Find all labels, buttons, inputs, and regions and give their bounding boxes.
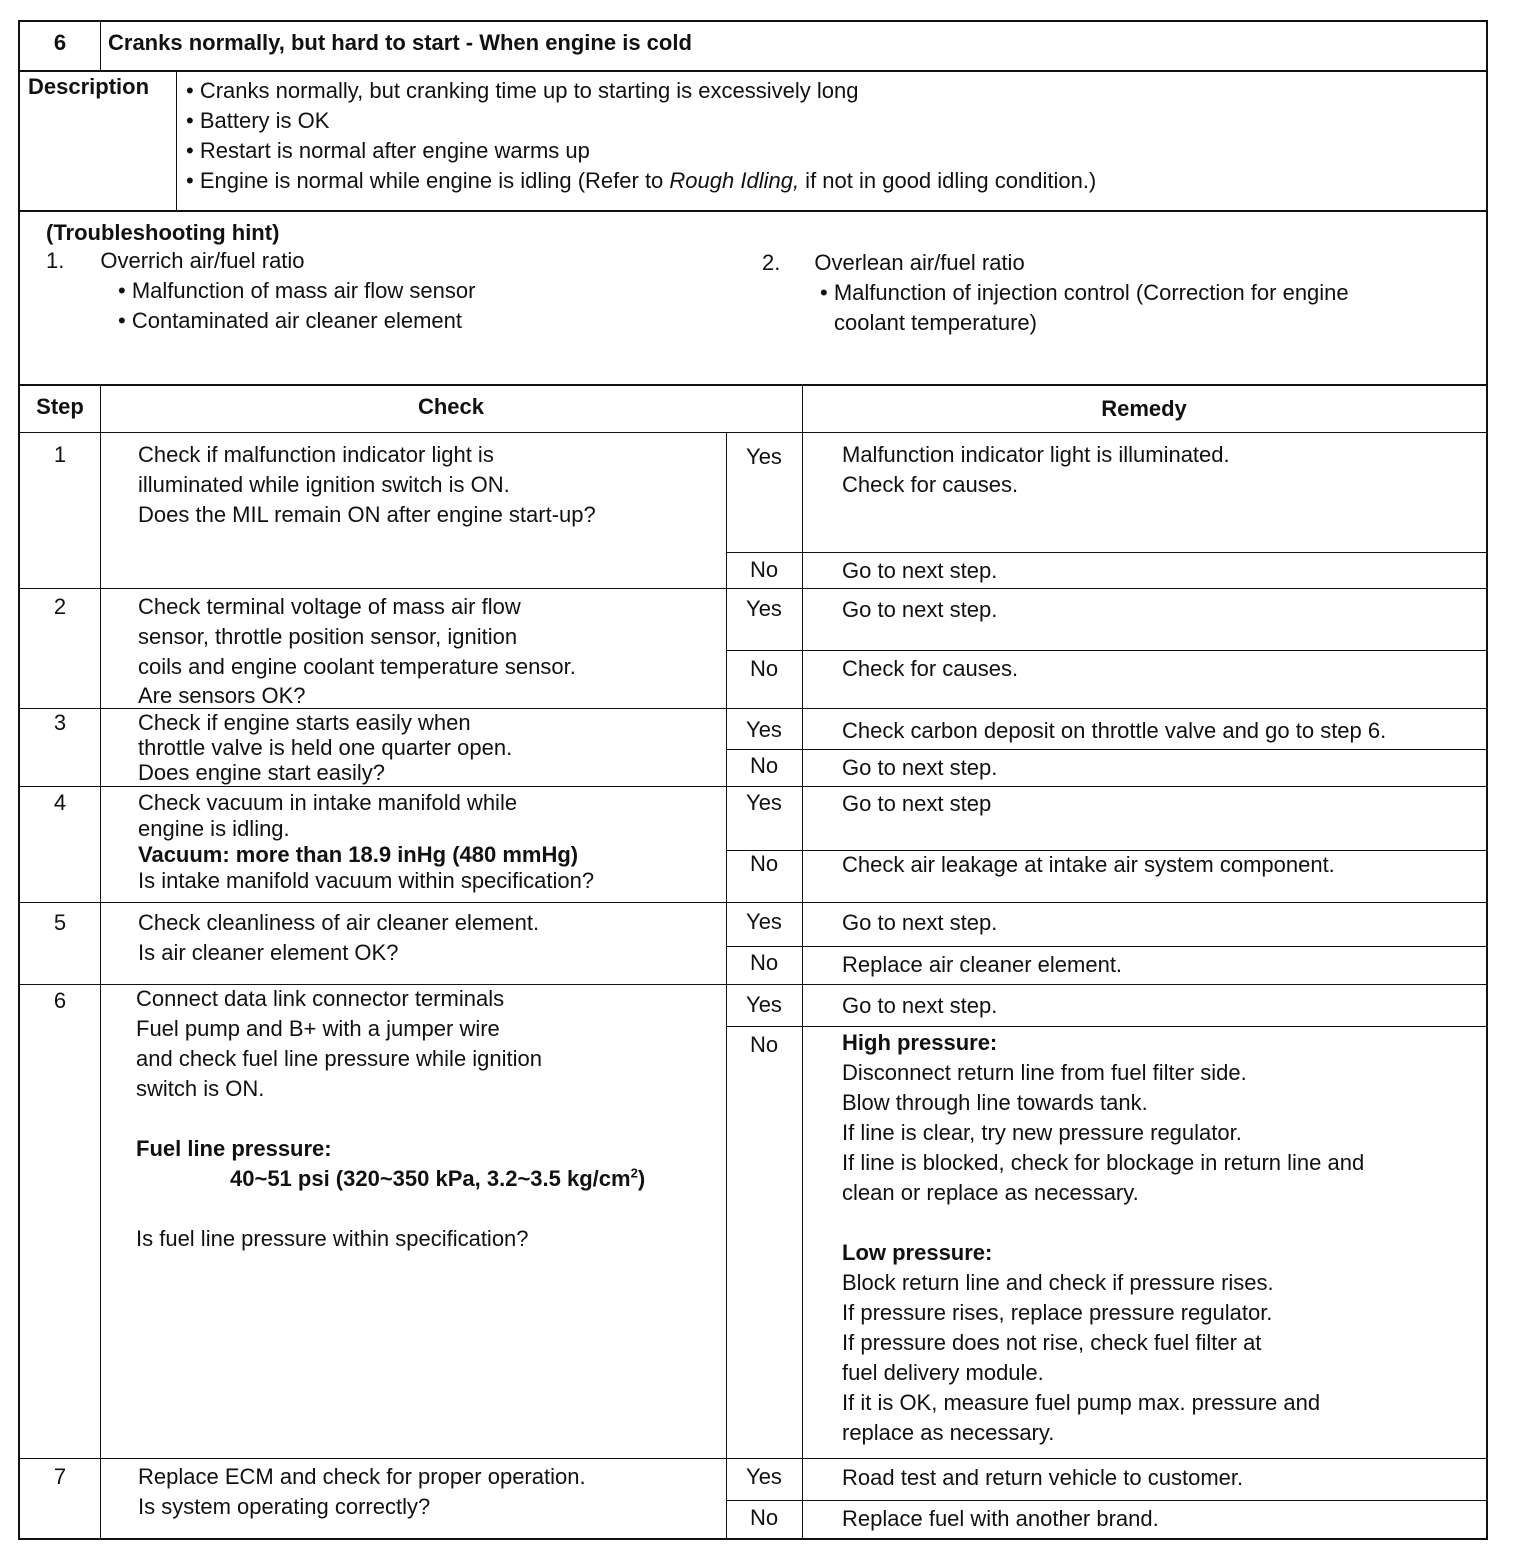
remedy-line: clean or replace as necessary. [842, 1180, 1139, 1205]
check-line: illuminated while ignition switch is ON. [138, 472, 510, 497]
remedy-line: If line is blocked, check for blockage in return line and [842, 1150, 1365, 1175]
check-question: Is fuel line pressure within specification? [136, 1226, 529, 1251]
description-item: • Battery is OK [186, 106, 1096, 136]
check-line: Does engine start easily? [138, 760, 386, 785]
description-text: if not in good idling condition.) [799, 168, 1097, 193]
step-number: 4 [53, 790, 67, 815]
step-number: 2 [53, 594, 67, 619]
description-item: • Restart is normal after engine warms up [186, 136, 1096, 166]
low-pressure-title: Low pressure: [842, 1240, 993, 1265]
remedy-line: Go to next step. [842, 993, 998, 1018]
check-line: sensor, throttle position sensor, ignition [138, 624, 518, 649]
divider [726, 946, 1486, 947]
remedy-line: Blow through line towards tank. [842, 1090, 1148, 1115]
yes-label: Yes [746, 444, 782, 469]
hint-item: • Contaminated air cleaner element [46, 306, 475, 336]
remedy-line: Malfunction indicator light is illuminated. [842, 442, 1230, 467]
check-line: Is air cleaner element OK? [138, 940, 399, 965]
remedy-line: Replace fuel with another brand. [842, 1506, 1159, 1531]
remedy-line: If line is clear, try new pressure regulator. [842, 1120, 1242, 1145]
remedy-line: Go to next step. [842, 910, 998, 935]
divider [100, 22, 101, 70]
divider [20, 70, 1486, 72]
divider [20, 384, 1486, 386]
yes-label: Yes [746, 717, 782, 742]
no-label: No [749, 1505, 779, 1530]
divider [176, 70, 177, 210]
description-item: • Cranks normally, but cranking time up to starting is excessively long [186, 76, 1096, 106]
no-label: No [749, 656, 779, 681]
divider [726, 1500, 1486, 1501]
yes-label: Yes [746, 596, 782, 621]
symptom-title: Cranks normally, but hard to start - When engine is cold [108, 30, 692, 55]
step-6-no-remedy [842, 1028, 1364, 1448]
remedy-line: Check for causes. [842, 472, 1019, 497]
vacuum-spec: Vacuum: more than 18.9 inHg (480 mmHg) [138, 842, 579, 867]
divider [726, 552, 1486, 553]
hint-item-continued: coolant temperature) [834, 310, 1037, 335]
check-line: Fuel pump and B+ with a jumper wire [136, 1016, 500, 1041]
remedy-line: Disconnect return line from fuel filter side. [842, 1060, 1247, 1085]
hint-cause-title: Overlean air/fuel ratio [814, 250, 1025, 275]
hint-item: • Malfunction of mass air flow sensor [46, 276, 475, 306]
check-line: switch is ON. [136, 1076, 265, 1101]
step-2-check [138, 592, 576, 710]
step-header: Step [36, 394, 84, 419]
rough-idling-reference: Rough Idling, [669, 168, 800, 193]
divider [20, 210, 1486, 212]
no-label: No [749, 753, 779, 778]
step-number: 7 [53, 1464, 67, 1489]
description-item [186, 166, 1096, 196]
no-label: No [749, 851, 779, 876]
symptom-number: 6 [53, 30, 67, 55]
hint-title: (Troubleshooting hint) [46, 220, 280, 245]
hint-number: 1. [46, 248, 65, 273]
check-line: Is system operating correctly? [138, 1494, 431, 1519]
check-line: Replace ECM and check for proper operation. [138, 1464, 586, 1489]
remedy-line: Check air leakage at intake air system component. [842, 852, 1335, 877]
no-label: No [749, 1032, 779, 1057]
spec-superscript: 2 [630, 1165, 638, 1181]
check-line: Connect data link connector terminals [136, 986, 505, 1011]
divider [20, 786, 1486, 787]
check-line: coils and engine coolant temperature sensor. [138, 654, 576, 679]
description-list [186, 76, 1096, 196]
check-line: Check cleanliness of air cleaner element. [138, 910, 540, 935]
hint-cause-title: Overrich air/fuel ratio [100, 248, 305, 273]
remedy-line: If it is OK, measure fuel pump max. pressure and [842, 1390, 1321, 1415]
step-1-check [138, 440, 596, 530]
hint-cause-1 [46, 246, 475, 336]
step-6-check [136, 984, 645, 1254]
yes-label: Yes [746, 1464, 782, 1489]
step-5-check [138, 908, 539, 968]
hint-item: • Malfunction of injection control (Correction for engine [762, 278, 1349, 308]
hint-cause-2 [762, 248, 1349, 338]
divider [802, 384, 803, 1540]
spec-value-text: 40~51 psi (320~350 kPa, 3.2~3.5 kg/cm [230, 1166, 631, 1191]
step-3-check [138, 710, 512, 785]
check-line: Check terminal voltage of mass air flow [138, 594, 521, 619]
divider [20, 588, 1486, 589]
step-number: 5 [53, 910, 67, 935]
divider [20, 902, 1486, 903]
remedy-line: Block return line and check if pressure rises. [842, 1270, 1274, 1295]
check-line: Check if engine starts easily when [138, 710, 471, 735]
divider [20, 432, 1486, 433]
remedy-line: Go to next step [842, 791, 992, 816]
step-number: 1 [53, 442, 67, 467]
check-line: throttle valve is held one quarter open. [138, 735, 513, 760]
step-1-yes-remedy [842, 440, 1230, 500]
remedy-line: fuel delivery module. [842, 1360, 1044, 1385]
fuel-pressure-spec-value [136, 1164, 645, 1194]
step-7-check [138, 1462, 586, 1522]
divider [20, 1458, 1486, 1459]
divider [726, 1026, 1486, 1027]
high-pressure-title: High pressure: [842, 1030, 998, 1055]
remedy-line: Go to next step. [842, 755, 998, 780]
check-header: Check [417, 394, 485, 419]
remedy-line: Go to next step. [842, 558, 998, 583]
remedy-header: Remedy [1101, 396, 1187, 421]
remedy-line: If pressure rises, replace pressure regulator. [842, 1300, 1273, 1325]
check-line: Does the MIL remain ON after engine start-up? [138, 502, 596, 527]
troubleshooting-sheet [18, 20, 1488, 1540]
step-number: 6 [53, 988, 67, 1013]
divider [726, 650, 1486, 651]
remedy-line: replace as necessary. [842, 1420, 1055, 1445]
remedy-line: Check for causes. [842, 656, 1019, 681]
check-line: Check vacuum in intake manifold while [138, 790, 518, 815]
step-4-check [138, 790, 594, 894]
description-text: Engine is normal while engine is idling (Refer to [199, 168, 670, 193]
divider [20, 708, 1486, 709]
step-number: 3 [53, 710, 67, 735]
check-line: and check fuel line pressure while ignition [136, 1046, 543, 1071]
yes-label: Yes [746, 790, 782, 815]
description-label: Description [28, 74, 150, 99]
check-line: Are sensors OK? [138, 683, 306, 708]
yes-label: Yes [746, 992, 782, 1017]
remedy-line: Road test and return vehicle to customer. [842, 1465, 1244, 1490]
check-line: engine is idling. [138, 816, 290, 841]
fuel-pressure-spec-title: Fuel line pressure: [136, 1136, 332, 1161]
remedy-line: Check carbon deposit on throttle valve and go to step 6. [842, 718, 1387, 743]
no-label: No [749, 557, 779, 582]
spec-value-close: ) [637, 1166, 646, 1191]
no-label: No [749, 950, 779, 975]
check-question: Is intake manifold vacuum within specification? [138, 868, 595, 893]
check-line: Check if malfunction indicator light is [138, 442, 494, 467]
hint-number: 2. [762, 250, 781, 275]
divider [726, 749, 1486, 750]
remedy-line: Go to next step. [842, 597, 998, 622]
remedy-line: Replace air cleaner element. [842, 952, 1123, 977]
remedy-line: If pressure does not rise, check fuel filter at [842, 1330, 1262, 1355]
yes-label: Yes [746, 909, 782, 934]
divider [100, 384, 101, 1540]
